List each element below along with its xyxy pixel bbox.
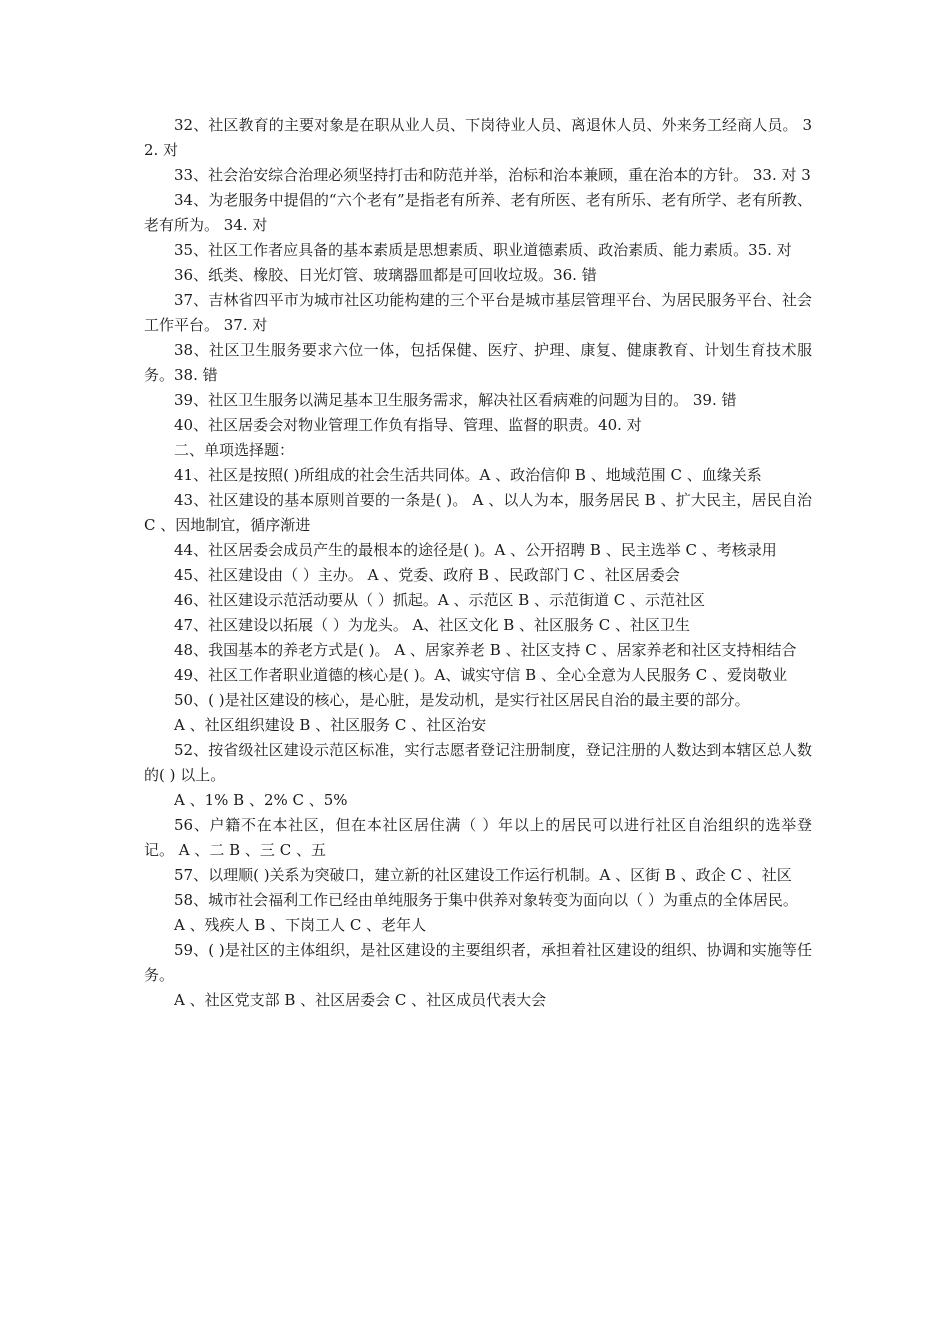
- document-page: [144, 113, 812, 1013]
- paragraph-q35: 35、社区工作者应具备的基本素质是思想素质、职业道德素质、政治素质、能力素质。35. 对: [174, 241, 792, 259]
- paragraph-q41: 41、社区是按照( )所组成的社会生活共同体。A 、政治信仰 B 、地域范围 C 、血缘关系: [174, 466, 762, 484]
- paragraph-q50-options: A 、社区组织建设 B 、社区服务 C 、社区治安: [174, 716, 487, 734]
- paragraph-q39: 39、社区卫生服务以满足基本卫生服务需求，解决社区看病难的问题为目的。 39. 错: [174, 391, 737, 409]
- paragraph-q52-options: A 、1% B 、2% C 、5%: [174, 791, 348, 809]
- paragraph-q56: 56、户籍不在本社区，但在本社区居住满（ ）年以上的居民可以进行社区自治组织的选举登记。 A 、二 B 、三 C 、五: [144, 816, 812, 859]
- paragraph-q37: 37、吉林省四平市为城市社区功能构建的三个平台是城市基层管理平台、为居民服务平台、社会工作平台。 37. 对: [144, 291, 812, 334]
- paragraph-q43: 43、社区建设的基本原则首要的一条是( )。 A 、以人为本，服务居民 B 、扩大民主，居民自治 C 、因地制宜，循序渐进: [144, 491, 812, 534]
- paragraph-q36: 36、纸类、橡胶、日光灯管、玻璃器皿都是可回收垃圾。36. 错: [174, 266, 597, 284]
- paragraph-q32: 32、社区教育的主要对象是在职从业人员、下岗待业人员、离退休人员、外来务工经商人员。 32. 对: [144, 116, 812, 159]
- paragraph-q44: 44、社区居委会成员产生的最根本的途径是( )。A 、公开招聘 B 、民主选举 C 、考核录用: [174, 541, 777, 559]
- paragraph-q40: 40、社区居委会对物业管理工作负有指导、管理、监督的职责。40. 对: [174, 416, 642, 434]
- section-heading-single-choice: 二、单项选择题：: [174, 441, 295, 459]
- paragraph-q58-options: A 、残疾人 B 、下岗工人 C 、老年人: [174, 916, 427, 934]
- paragraph-q59: 59、( )是社区的主体组织，是社区建设的主要组织者，承担着社区建设的组织、协调和实施等任务。: [144, 941, 812, 984]
- paragraph-q34: 34、为老服务中提倡的“六个老有”是指老有所养、老有所医、老有所乐、老有所学、老有所教、老有所为。 34. 对: [144, 191, 812, 234]
- paragraph-q47: 47、社区建设以拓展（ ）为龙头。 A、社区文化 B 、社区服务 C 、社区卫生: [174, 616, 691, 634]
- paragraph-q50: 50、( )是社区建设的核心，是心脏，是发动机，是实行社区居民自治的最主要的部分。: [174, 691, 750, 709]
- paragraph-q49: 49、社区工作者职业道德的核心是( )。A、诚实守信 B 、全心全意为人民服务 C 、爱岗敬业: [174, 666, 787, 684]
- paragraph-q38: 38、社区卫生服务要求六位一体，包括保健、医疗、护理、康复、健康教育、计划生育技术服务。38. 错: [144, 341, 812, 384]
- paragraph-q58: 58、城市社会福利工作已经由单纯服务于集中供养对象转变为面向以（ ）为重点的全体居民。: [174, 891, 798, 909]
- paragraph-q45: 45、社区建设由（ ）主办。 A 、党委、政府 B 、民政部门 C 、社区居委会: [174, 566, 680, 584]
- paragraph-q33: 33、社会治安综合治理必须坚持打击和防范并举，治标和治本兼顾，重在治本的方针。 33. 对 3: [174, 166, 811, 184]
- paragraph-q48: 48、我国基本的养老方式是( )。 A 、居家养老 B 、社区支持 C 、居家养老和社区支持相结合: [174, 641, 797, 659]
- paragraph-q57: 57、以理顺( )关系为突破口，建立新的社区建设工作运行机制。A 、区街 B 、政企 C 、社区: [174, 866, 792, 884]
- paragraph-q46: 46、社区建设示范活动要从（ ）抓起。A 、示范区 B 、示范街道 C 、示范社区: [174, 591, 706, 609]
- paragraph-q52: 52、按省级社区建设示范区标准，实行志愿者登记注册制度，登记注册的人数达到本辖区总人数的( ) 以上。: [144, 741, 812, 784]
- paragraph-q59-options: A 、社区党支部 B 、社区居委会 C 、社区成员代表大会: [174, 991, 547, 1009]
